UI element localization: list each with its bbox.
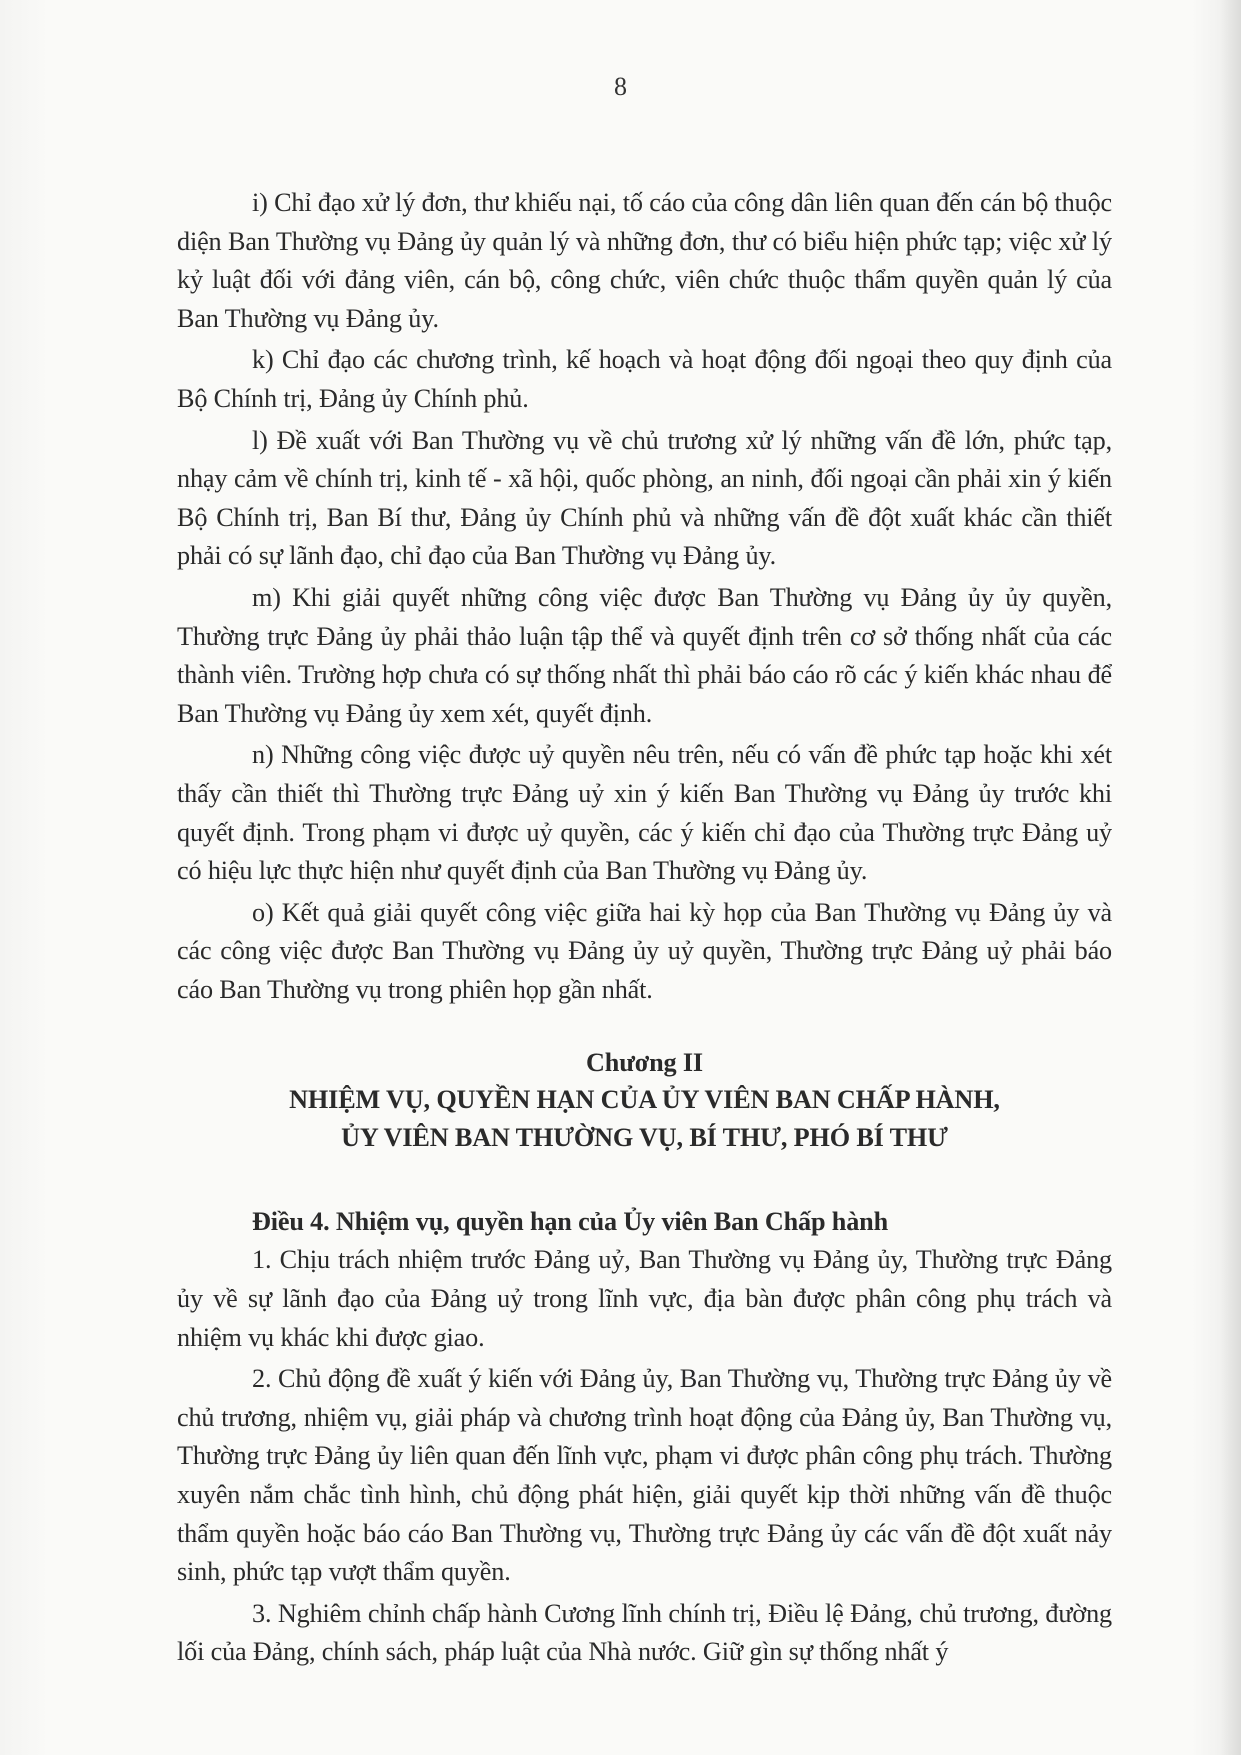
article-paragraph-2: 2. Chủ động đề xuất ý kiến với Đảng ủy, Ban Thường vụ, Thường trực Đảng ủy về chủ trương, nhiệm vụ, giải pháp và chương trình hoạt động của Đảng ủy, Ban Thường vụ, Thường trực Đảng ủy liên quan đến lĩnh vực, phạm vi được phân công phụ trách. Thường xuyên nắm chắc tình hình, chủ động phát hiện, giải quyết kịp thời những vấn đề thuộc thẩm quyền hoặc báo cáo Ban Thường vụ, Thường trực Đảng ủy các vấn đề đột xuất nảy sinh, phức tạp vượt thẩm quyền. — [177, 1364, 1112, 1587]
document-body — [177, 184, 1112, 1672]
article-paragraph-3: 3. Nghiêm chỉnh chấp hành Cương lĩnh chính trị, Điều lệ Đảng, chủ trương, đường lối của Đảng, chính sách, pháp luật của Nhà nước. Giữ gìn sự thống nhất ý — [177, 1598, 1112, 1667]
paragraph-k: k) Chỉ đạo các chương trình, kế hoạch và hoạt động đối ngoại theo quy định của Bộ Chính trị, Đảng ủy Chính phủ. — [177, 345, 1112, 413]
article-heading: Điều 4. Nhiệm vụ, quyền hạn của Ủy viên Ban Chấp hành — [252, 1207, 888, 1237]
paragraph-i: i) Chỉ đạo xử lý đơn, thư khiếu nại, tố cáo của công dân liên quan đến cán bộ thuộc diện Ban Thường vụ Đảng ủy quản lý và những đơn, thư có biểu hiện phức tạp; việc xử lý kỷ luật đối với đảng viên, cán bộ, công chức, viên chức thuộc thẩm quyền quản lý của Ban Thường vụ Đảng ủy. — [177, 188, 1112, 333]
article-paragraph-1: 1. Chịu trách nhiệm trước Đảng uỷ, Ban Thường vụ Đảng ủy, Thường trực Đảng ủy về sự lãnh đạo của Đảng uỷ trong lĩnh vực, địa bàn được phân công phụ trách và nhiệm vụ khác khi được giao. — [177, 1245, 1112, 1352]
paragraph-o: o) Kết quả giải quyết công việc giữa hai kỳ họp của Ban Thường vụ Đảng ủy và các công việc được Ban Thường vụ Đảng ủy uỷ quyền, Thường trực Đảng uỷ phải báo cáo Ban Thường vụ trong phiên họp gần nhất. — [177, 897, 1112, 1004]
page-number: 8 — [614, 72, 627, 101]
chapter-title-line-1: NHIỆM VỤ, QUYỀN HẠN CỦA ỦY VIÊN BAN CHẤP HÀNH, — [289, 1085, 1000, 1115]
paragraph-l: l) Đề xuất với Ban Thường vụ về chủ trương xử lý những vấn đề lớn, phức tạp, nhạy cảm về chính trị, kinh tế - xã hội, quốc phòng, an ninh, đối ngoại cần phải xin ý kiến Bộ Chính trị, Ban Bí thư, Đảng ủy Chính phủ và những vấn đề đột xuất khác cần thiết phải có sự lãnh đạo, chỉ đạo của Ban Thường vụ Đảng ủy. — [177, 425, 1112, 571]
paragraph-n: n) Những công việc được uỷ quyền nêu trên, nếu có vấn đề phức tạp hoặc khi xét thấy cần thiết thì Thường trực Đảng uỷ xin ý kiến Ban Thường vụ Đảng ủy trước khi quyết định. Trong phạm vi được uỷ quyền, các ý kiến chỉ đạo của Thường trực Đảng uỷ có hiệu lực thực hiện như quyết định của Ban Thường vụ Đảng ủy. — [177, 740, 1112, 886]
chapter-heading — [177, 1045, 1112, 1157]
chapter-title-line-2: ỦY VIÊN BAN THƯỜNG VỤ, BÍ THƯ, PHÓ BÍ THƯ — [341, 1123, 948, 1153]
paragraph-m: m) Khi giải quyết những công việc được Ban Thường vụ Đảng ủy ủy quyền, Thường trực Đảng ủy phải thảo luận tập thể và quyết định trên cơ sở thống nhất của các thành viên. Trường hợp chưa có sự thống nhất thì phải báo cáo rõ các ý kiến khác nhau để Ban Thường vụ Đảng ủy xem xét, quyết định. — [177, 582, 1112, 728]
chapter-label: Chương II — [586, 1048, 703, 1078]
scan-edge-shadow — [1219, 0, 1241, 1755]
